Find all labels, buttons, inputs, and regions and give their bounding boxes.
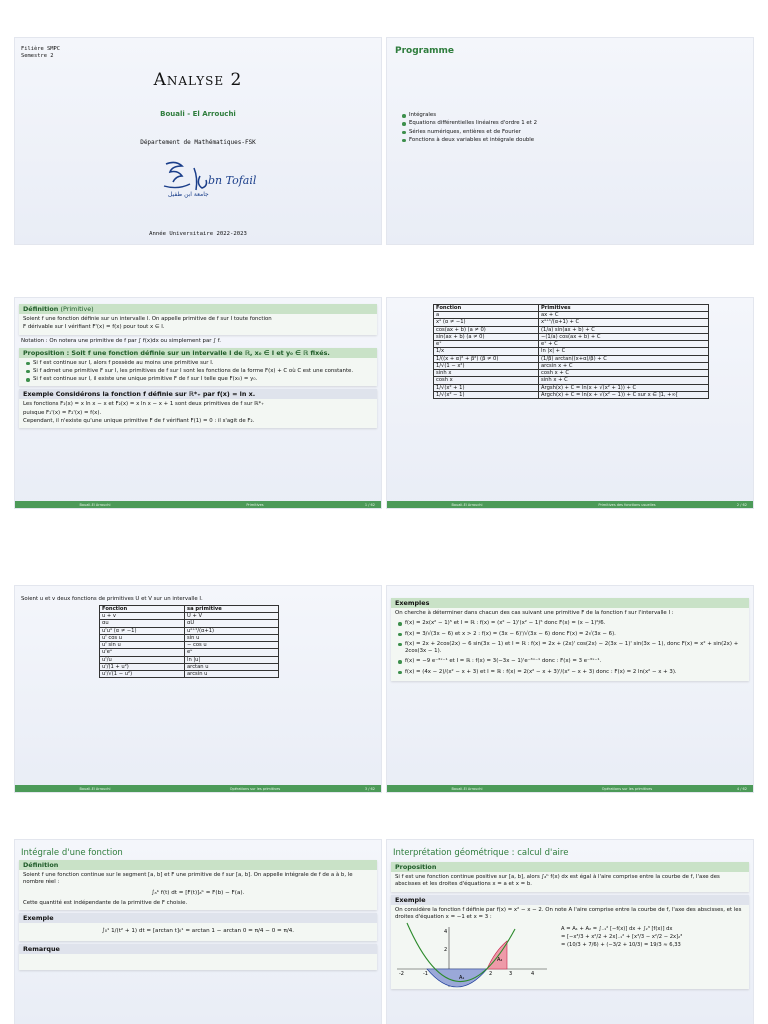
remark-block	[19, 944, 377, 970]
integral-title: Intégrale d'une fonction	[21, 848, 123, 858]
function-cell: u'/u	[100, 656, 185, 663]
function-cell: xᵅ (α ≠ −1)	[434, 319, 539, 326]
example-title: Exemple	[19, 913, 377, 923]
definition-block	[19, 304, 377, 335]
tick-label: 2	[489, 970, 493, 977]
tick-label: -1	[423, 970, 428, 977]
tick-label: 4	[444, 928, 448, 935]
function-cell: u'/(1 + u²)	[100, 663, 185, 670]
examples-title: Exemples	[391, 598, 749, 608]
table-row	[434, 312, 709, 319]
slide-footer	[15, 785, 381, 792]
primitive-cell: − cos u	[185, 642, 279, 649]
area-example-block	[391, 895, 749, 989]
authors: Bouali - El Arrouchi	[160, 110, 236, 118]
remark-title: Remarque	[19, 944, 377, 954]
slide-footer	[15, 501, 381, 508]
proposition-title: Proposition : Soit f une fonction définie sur un intervalle I de ℝ, x₀ ∈ I et y₀ ∈ ℝ fixés.	[19, 348, 377, 358]
svg-text:جامعة ابن طفيل: جامعة ابن طفيل	[168, 191, 209, 198]
table-row	[434, 370, 709, 377]
proposition-item: Si f est continue sur I, il existe une unique primitive F de f sur I telle que F(x₀) = y₀.	[33, 376, 373, 383]
table-row	[434, 355, 709, 362]
programme-item: Intégrales	[409, 112, 537, 119]
example-block	[19, 389, 377, 428]
footer-section: Primitives	[246, 502, 264, 507]
slide-programme	[387, 38, 753, 244]
primitive-cell: eᵘ	[185, 649, 279, 656]
example-title: Exemple	[391, 895, 749, 905]
table-row	[100, 634, 279, 641]
footer-page: 4 / 62	[736, 786, 747, 791]
area-a2	[487, 941, 507, 969]
primitive-cell: Argch(x) + C = ln(x + √(x² − 1)) + C sur x ∈ ]1, +∞[	[539, 391, 709, 398]
primitive-cell: arcsin x + C	[539, 362, 709, 369]
footer-page: 3 / 62	[364, 786, 375, 791]
table-header: Fonction	[434, 305, 539, 312]
primitive-cell: (1/a) sin(ax + b) + C	[539, 326, 709, 333]
footer-page: 1 / 62	[364, 502, 375, 507]
footer-author: Bouali-El Arrouchi	[79, 502, 111, 507]
primitive-cell: arctan u	[185, 663, 279, 670]
example-line: puisque F₁'(x) = F₂'(x) = f(x).	[23, 409, 102, 416]
example-item: f(x) = 2x(x² − 1)⁵ et I = ℝ : f(x) = (x² − 1)'(x² − 1)⁵ donc F(x) = (x − 1)⁶/6.	[405, 620, 745, 627]
function-cell: sinh x	[434, 370, 539, 377]
slide-title-page	[15, 38, 381, 244]
function-cell: 1/((x + α)² + β²) (β ≠ 0)	[434, 355, 539, 362]
definition-title: Définition	[19, 860, 377, 870]
primitive-cell: αU	[185, 620, 279, 627]
primitive-cell: Argsh(x) + C = ln(x + √(x² + 1)) + C	[539, 384, 709, 391]
footer-page: 2 / 62	[736, 502, 747, 507]
calc-line: A = A₁ + A₂ = ∫₋₁² [−f(x)] dx + ∫₂³ [f(x)] dx	[561, 925, 673, 932]
course-title: Analyse 2	[153, 70, 243, 90]
definition-text: Soient f une fonction continue sur le segment [a, b] et F une primitive de f sur [a, b]. On appelle intégrale de f de a à b, le nombre réel :	[23, 872, 353, 886]
primitives-table	[433, 304, 709, 399]
slide-area	[387, 840, 753, 1024]
area-label: A₂	[497, 956, 503, 963]
primitive-cell: sinh x + C	[539, 377, 709, 384]
function-cell: 1/√(1 − x²)	[434, 362, 539, 369]
function-cell: a	[434, 312, 539, 319]
academic-year: Année Universitaire 2022-2023	[149, 231, 247, 237]
primitive-cell: ln |x| + C	[539, 348, 709, 355]
footer-section: Opérations sur les primitives	[601, 786, 653, 791]
definition-note: Cette quantité est indépendante de la primitive de F choisie.	[23, 900, 188, 907]
function-cell: u' cos u	[100, 634, 185, 641]
function-cell: 1/x	[434, 348, 539, 355]
primitive-cell: uᵅ⁺¹/(α+1)	[185, 627, 279, 634]
notation-text: Notation : On notera une primitive de f par ∫ f(x)dx ou simplement par ∫ f.	[21, 337, 221, 344]
example-item: f(x) = −9 e⁻³ˣ⁻¹ et I = ℝ : f(x) = 3(−3x − 1)'e⁻³ˣ⁻¹ donc : F(x) = 3 e⁻³ˣ⁻¹.	[405, 658, 745, 665]
tick-label: 2	[444, 946, 448, 953]
area-proposition-block	[391, 862, 749, 892]
primitive-cell: U + V	[185, 613, 279, 620]
integral-definition-block	[19, 860, 377, 910]
proposition-item: Si f est continue sur I, alors f possède au moins une primitive sur I.	[33, 360, 373, 367]
calc-line: = (10/3 + 7/6) + (−3/2 + 10/3) = 19/3 ≈ 6,33	[561, 941, 681, 948]
table-row	[100, 649, 279, 656]
programme-item: Fonctions à deux variables et intégrale double	[409, 137, 537, 144]
examples-block	[391, 598, 749, 681]
table-row	[434, 362, 709, 369]
table-row	[100, 627, 279, 634]
operations-intro: Soient u et v deux fonctions de primitives U et V sur un intervalle I.	[21, 596, 203, 602]
example-line: Cependant, il n'existe qu'une unique primitive F de f vérifiant F(1) = 0 : il s'agit de F₂.	[23, 418, 255, 425]
function-cell: sin(ax + b) (a ≠ 0)	[434, 333, 539, 340]
slide-operations	[15, 586, 381, 792]
table-row	[434, 341, 709, 348]
programme-title: Programme	[395, 46, 455, 56]
slide-footer	[387, 501, 753, 508]
footer-author: Bouali-El Arrouchi	[79, 786, 111, 791]
primitives-table-body	[434, 312, 709, 399]
table-header: sa primitive	[185, 606, 279, 613]
table-row	[434, 319, 709, 326]
filiere-label: Filière SMPC	[21, 46, 60, 52]
area-calculation	[561, 925, 682, 949]
table-row	[100, 620, 279, 627]
definition-equation: ∫ₐᵇ f(t) dt = [F(t)]ₐᵇ = F(b) − F(a).	[151, 889, 245, 896]
example-text: On considère la fonction f définie par f(x) = x² − x − 2. On note A l'aire comprise entre la courbe de f, l'axe des abscisses, et les droites d'équation x = −1 et x = 3 :	[395, 906, 742, 920]
tick-label: 4	[531, 970, 535, 977]
primitive-cell: sin u	[185, 634, 279, 641]
programme-item: Séries numériques, entières et de Fourier	[409, 129, 537, 136]
calc-line: = [−x³/3 + x²/2 + 2x]₋₁² + [x³/3 − x²/2 − 2x]₂³	[561, 933, 683, 940]
function-cell: 1/√(x² + 1)	[434, 384, 539, 391]
function-cell: u + v	[100, 613, 185, 620]
slide-examples	[387, 586, 753, 792]
primitive-cell: ax + C	[539, 312, 709, 319]
function-cell: αu	[100, 620, 185, 627]
svg-text:bn Tofail: bn Tofail	[208, 174, 257, 187]
proposition-title: Proposition	[391, 862, 749, 872]
footer-author: Bouali-El Arrouchi	[451, 786, 483, 791]
slide-integral	[15, 840, 381, 1024]
primitive-cell: cosh x + C	[539, 370, 709, 377]
slide-footer	[387, 785, 753, 792]
function-cell: eˣ	[434, 341, 539, 348]
example-line: Les fonctions F₁(x) = x ln x − x et F₂(x) = x ln x − x + 1 sont deux primitives de f sur ℝ*₊	[23, 401, 264, 408]
primitive-cell: −(1/a) cos(ax + b) + C	[539, 333, 709, 340]
example-equation: ∫₀¹ 1/(t² + 1) dt = [arctan t]₀¹ = arctan 1 − arctan 0 = π/4 − 0 = π/4.	[101, 928, 295, 935]
table-header: Fonction	[100, 606, 185, 613]
definition-line: Soient f une fonction définie sur un intervalle I. On appelle primitive de f sur I toute fonction	[23, 316, 272, 322]
operations-table-body	[100, 613, 279, 678]
function-cell: cos(ax + b) (a ≠ 0)	[434, 326, 539, 333]
example-item: f(x) = 2x + 2cos(2x) − 6 sin(3x − 1) et I = ℝ : f(x) = 2x + (2x)' cos(2x) − 2(3x − 1)' sin(3x − 1), donc F(x) = x² + sin(2x) + 2cos(3x − 1).	[405, 641, 745, 656]
primitive-cell: arcsin u	[185, 671, 279, 678]
primitive-cell: eˣ + C	[539, 341, 709, 348]
slide-primitive-definition	[15, 298, 381, 508]
footer-section: Primitives des fonctions usuelles	[598, 502, 656, 507]
primitive-cell: xᵅ⁺¹/(α+1) + C	[539, 319, 709, 326]
proposition-item: Si f admet une primitive F sur I, les primitives de f sur I sont les fonctions de la forme F(x) + C où C est une constante.	[33, 368, 373, 375]
table-row	[434, 377, 709, 384]
example-item: f(x) = 3/√(3x − 6) et x > 2 : f(x) = (3x − 6)'/√(3x − 6) donc F(x) = 2√(3x − 6).	[405, 631, 745, 638]
table-row	[434, 326, 709, 333]
function-cell: u' sin u	[100, 642, 185, 649]
definition-line: F dérivable sur I vérifiant F'(x) = f(x) pour tout x ∈ I.	[23, 324, 165, 331]
proposition-block	[19, 348, 377, 387]
programme-item: Equations différentielles linéaires d'ordre 1 et 2	[409, 120, 537, 127]
integral-example-block	[19, 913, 377, 941]
example-item: f(x) = (4x − 2)/(x² − x + 3) et I = ℝ : f(x) = 2(x² − x + 3)'/(x² − x + 3) donc : F(x) = 2 ln(x² − x + 3).	[405, 669, 745, 676]
examples-intro: On cherche à déterminer dans chacun des cas suivant une primitive F de la fonction f sur l'intervalle I :	[395, 610, 674, 616]
table-row	[100, 656, 279, 663]
university-logo	[160, 156, 257, 198]
definition-subtitle: (Primitive)	[60, 305, 94, 313]
table-header: Primitives	[539, 305, 709, 312]
function-cell: u'/√(1 − u²)	[100, 671, 185, 678]
department: Département de Mathématiques-FSK	[140, 139, 256, 146]
primitive-cell: (1/β) arctan((x+α)/β) + C	[539, 355, 709, 362]
table-row	[434, 333, 709, 340]
definition-title: Définition	[23, 305, 59, 313]
table-row	[100, 671, 279, 678]
area-title: Interprétation géométrique : calcul d'aire	[393, 848, 569, 858]
table-row	[434, 348, 709, 355]
tick-label: 3	[509, 970, 513, 977]
proposition-text: Si f est une fonction continue positive sur [a, b], alors ∫ₐᵇ f(x) dx est égal à l'aire comprise entre la courbe de f, l'axe des abscisses et les droites d'équations x = a et x = b.	[395, 874, 720, 888]
table-row	[434, 391, 709, 398]
primitive-cell: ln |u|	[185, 656, 279, 663]
area-graph	[397, 927, 547, 987]
semestre-label: Semestre 2	[21, 53, 54, 60]
tick-label: -2	[399, 970, 404, 977]
table-row	[434, 384, 709, 391]
example-title: Exemple Considérons la fonction f définie sur ℝ*₊ par f(x) = ln x.	[19, 389, 377, 399]
footer-section: Opérations sur les primitives	[229, 786, 281, 791]
operations-table	[99, 605, 279, 678]
table-row	[100, 642, 279, 649]
area-label: A₁	[459, 974, 465, 981]
table-row	[100, 613, 279, 620]
function-cell: u'eᵘ	[100, 649, 185, 656]
function-cell: cosh x	[434, 377, 539, 384]
footer-author: Bouali-El Arrouchi	[451, 502, 483, 507]
table-row	[100, 663, 279, 670]
area-a1	[427, 969, 487, 987]
function-cell: 1/√(x² − 1)	[434, 391, 539, 398]
slide-usual-primitives	[387, 298, 753, 508]
programme-list	[399, 112, 537, 145]
function-cell: u'uᵅ (α ≠ −1)	[100, 627, 185, 634]
